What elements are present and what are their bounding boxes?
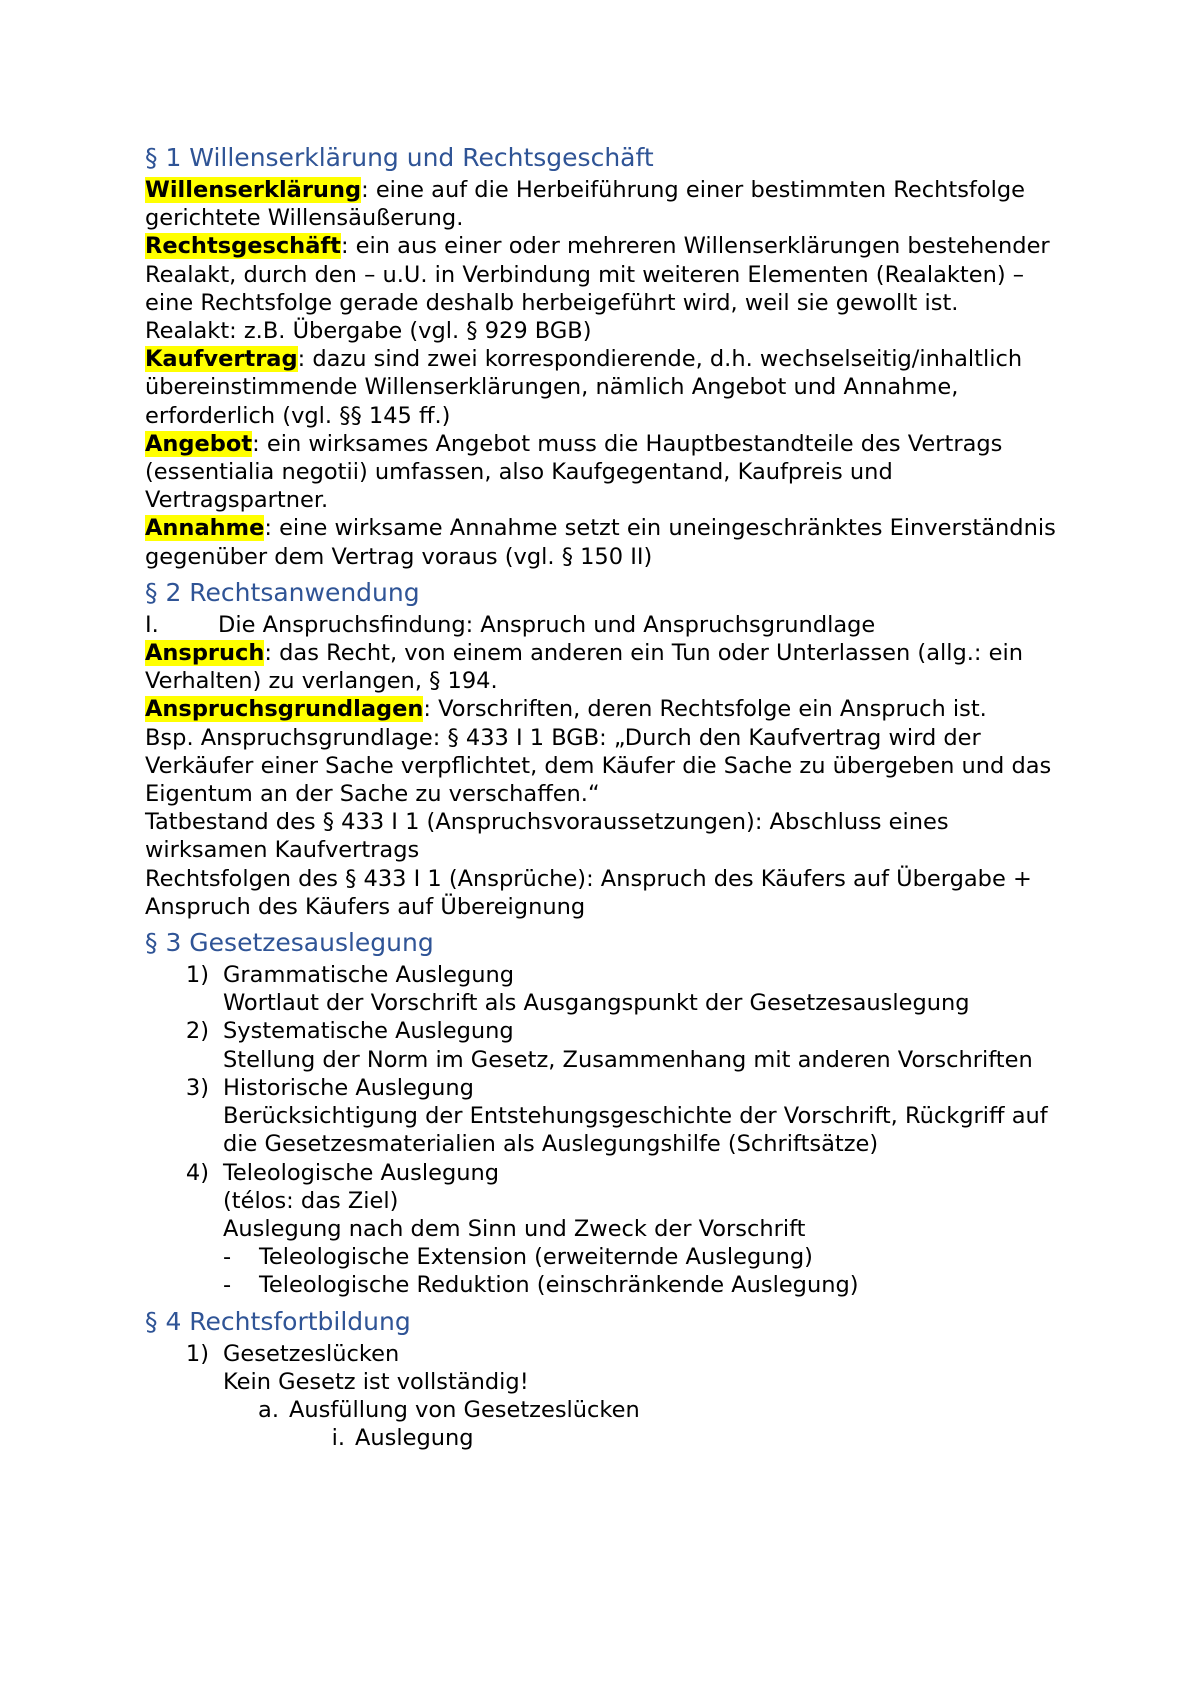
definition-text: : ein wirksames Angebot muss die Hauptbestandteile des Vertrags (essentialia negotii) umfassen, also Kaufgegentand, Kaufpreis und Vertragspartner. (145, 430, 1003, 514)
list-marker: i. (331, 1425, 345, 1452)
list-item-text: Gesetzeslücken (223, 1340, 400, 1367)
definition-text: : das Recht, von einem anderen ein Tun oder Unterlassen (allg.: ein Verhalten) zu verlangen, § 194. (145, 640, 1024, 695)
list-item-description: Auslegung nach dem Sinn und Zweck der Vorschrift (223, 1215, 806, 1242)
list-item (145, 1340, 1075, 1368)
highlighted-term: Anspruch (145, 640, 265, 667)
definition-text: : eine auf die Herbeiführung einer bestimmten Rechtsfolge gerichtete Willensäußerung. (145, 177, 1025, 232)
sub-list-item (223, 1396, 1075, 1424)
list-item-description: Stellung der Norm im Gesetz, Zusammenhang mit anderen Vorschriften (223, 1046, 1033, 1073)
paragraph: Tatbestand des § 433 I 1 (Anspruchsvoraussetzungen): Abschluss eines wirksamen Kaufvertrags (145, 809, 949, 864)
bullet-item (223, 1271, 1075, 1299)
list-marker: I. (145, 611, 159, 638)
highlighted-term: Kaufvertrag (145, 346, 298, 373)
definition-kaufvertrag (145, 345, 1075, 430)
paragraph: Rechtsfolgen des § 433 I 1 (Ansprüche): Anspruch des Käufers auf Übergabe + Anspruch des Käufers auf Übereignung (145, 865, 1032, 920)
list-item-description: Berücksichtigung der Entstehungsgeschichte der Vorschrift, Rückgriff auf die Gesetzesmaterialien als Auslegungshilfe (Schriftsätze) (223, 1103, 1048, 1158)
list-item (145, 1074, 1075, 1102)
list-marker: 2) (185, 1018, 209, 1045)
document-content (145, 142, 1075, 1452)
realakt-line: Realakt: z.B. Übergabe (vgl. § 929 BGB) (145, 318, 592, 345)
list-item (145, 1017, 1075, 1045)
bullet-item (223, 1243, 1075, 1271)
list-marker: 4) (185, 1159, 209, 1186)
list-item-description: Wortlaut der Vorschrift als Ausgangspunkt der Gesetzesauslegung (223, 990, 970, 1017)
definition-text: : ein aus einer oder mehreren Willenserklärungen bestehender Realakt, durch den – u.U. in Verbindung mit weiteren Elementen (Realakten) – eine Rechtsfolge gerade deshalb herbeigeführt wird, weil sie gewollt ist. (145, 233, 1050, 316)
bullet-text: Teleologische Reduktion (einschränkende Auslegung) (259, 1272, 859, 1299)
list-item-text: Auslegung (355, 1425, 474, 1452)
list-item-description: (télos: das Ziel) (223, 1187, 399, 1214)
list-item-text: Grammatische Auslegung (223, 962, 515, 989)
definition-text: : dazu sind zwei korrespondierende, d.h. wechselseitig/inhaltlich übereinstimmende Willenserklärungen, nämlich Angebot und Annahme, erforderlich (vgl. §§ 145 ff.) (145, 346, 1023, 429)
list-item-text: Teleologische Auslegung (223, 1159, 500, 1186)
paragraph: Bsp. Anspruchsgrundlage: § 433 I 1 BGB: „Durch den Kaufvertrag wird der Verkäufer einer Sache verpflichtet, dem Käufer die Sache zu übergeben und das Eigentum an der Sache zu verschaffen.“ (145, 724, 1052, 808)
definition-anspruchsgrundlagen (145, 695, 1075, 723)
highlighted-term: Angebot (145, 430, 253, 457)
section-heading-3: § 3 Gesetzesauslegung (145, 928, 434, 958)
highlighted-term: Anspruchsgrundlagen (145, 696, 424, 723)
definition-willenserklaerung (145, 176, 1075, 232)
list-item-description: Kein Gesetz ist vollständig! (223, 1368, 529, 1395)
list-marker: 1) (185, 962, 209, 989)
definition-text: : Vorschriften, deren Rechtsfolge ein Anspruch ist. (423, 696, 987, 723)
highlighted-term: Rechtsgeschäft (145, 233, 341, 260)
bullet-marker: - (223, 1272, 232, 1299)
list-item-text: Systematische Auslegung (223, 1018, 514, 1045)
list-marker: 1) (185, 1340, 209, 1367)
definition-annahme (145, 514, 1075, 570)
list-item-text: Historische Auslegung (223, 1074, 474, 1101)
list-item-text: Die Anspruchsfindung: Anspruch und Anspruchsgrundlage (218, 611, 876, 638)
bullet-marker: - (223, 1244, 232, 1271)
list-marker: a. (258, 1396, 279, 1423)
section-heading-1: § 1 Willenserklärung und Rechtsgeschäft (145, 143, 654, 172)
definition-anspruch (145, 639, 1075, 695)
bullet-text: Teleologische Extension (erweiternde Auslegung) (259, 1244, 813, 1271)
definition-rechtsgeschaeft (145, 232, 1075, 317)
definition-angebot (145, 430, 1075, 515)
list-item (145, 961, 1075, 989)
highlighted-term: Willenserklärung (145, 177, 362, 203)
list-item-text: Ausfüllung von Gesetzeslücken (289, 1396, 640, 1423)
section-heading-4: § 4 Rechtsfortbildung (145, 1306, 411, 1336)
list-marker: 3) (185, 1074, 209, 1101)
roman-list-item (145, 611, 1075, 639)
section-heading-2: § 2 Rechtsanwendung (145, 577, 420, 607)
highlighted-term: Annahme (145, 515, 265, 542)
sub-sub-list-item (295, 1424, 1075, 1452)
list-item (145, 1159, 1075, 1187)
definition-text: : eine wirksame Annahme setzt ein uneingeschränktes Einverständnis gegenüber dem Vertrag voraus (vgl. § 150 II) (145, 515, 1056, 570)
